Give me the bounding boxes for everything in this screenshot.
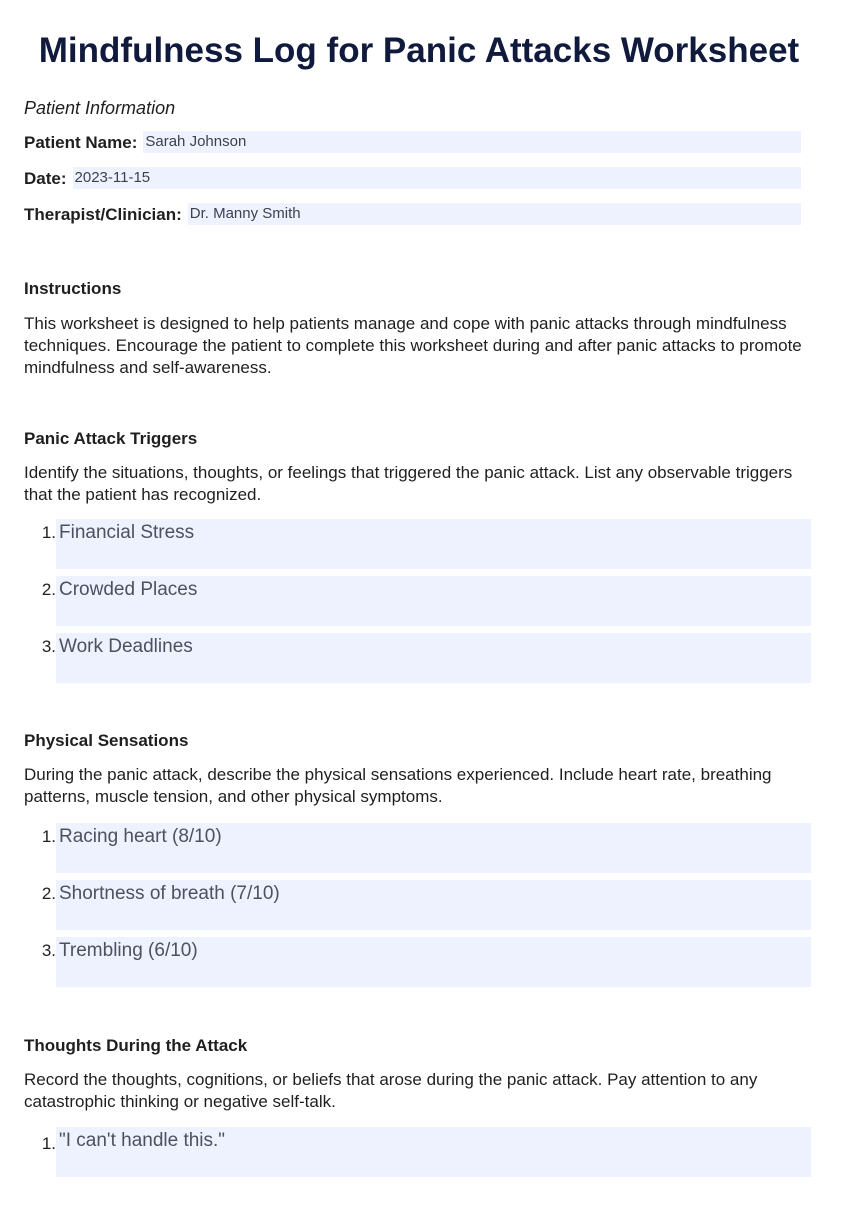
sensations-section xyxy=(24,730,814,987)
list-item xyxy=(24,519,814,569)
list-item xyxy=(24,1127,814,1177)
sensations-text: During the panic attack, describe the physical sensations experienced. Include heart rate, breathing patterns, muscle tension, and other physical symptoms. xyxy=(24,765,772,806)
triggers-text: Identify the situations, thoughts, or feelings that triggered the panic attack. List any observable triggers that the patient has recognized. xyxy=(24,463,793,504)
thoughts-list xyxy=(24,1127,814,1177)
list-item-number: 2. xyxy=(41,580,56,599)
page-title: Mindfulness Log for Panic Attacks Worksheet xyxy=(38,31,800,70)
instructions-heading: Instructions xyxy=(24,279,122,298)
list-item-number: 1. xyxy=(41,1134,56,1153)
trigger-field-3[interactable]: Work Deadlines xyxy=(56,633,811,683)
instructions-text: This worksheet is designed to help patients manage and cope with panic attacks through mindfulness techniques. Encourage the patient to complete this worksheet during and after panic attacks to promote mindfulness and self-awareness. xyxy=(24,314,802,377)
list-item-number: 1. xyxy=(41,827,56,846)
sensation-field-2[interactable]: Shortness of breath (7/10) xyxy=(56,880,811,930)
therapist-field[interactable]: Dr. Manny Smith xyxy=(188,203,801,225)
triggers-list xyxy=(24,519,814,683)
instructions-section xyxy=(24,278,814,379)
list-item xyxy=(24,937,814,987)
therapist-label: Therapist/Clinician: xyxy=(24,205,182,224)
trigger-field-1[interactable]: Financial Stress xyxy=(56,519,811,569)
thoughts-heading: Thoughts During the Attack xyxy=(24,1036,248,1055)
thoughts-text: Record the thoughts, cognitions, or beliefs that arose during the panic attack. Pay attention to any catastrophic thinking or negative self-talk. xyxy=(24,1070,758,1111)
list-item xyxy=(24,633,814,683)
trigger-field-2[interactable]: Crowded Places xyxy=(56,576,811,626)
list-item xyxy=(24,823,814,873)
list-item-number: 3. xyxy=(41,637,56,656)
sensation-field-3[interactable]: Trembling (6/10) xyxy=(56,937,811,987)
thoughts-section xyxy=(24,1035,814,1177)
list-item xyxy=(24,576,814,626)
patient-name-field[interactable]: Sarah Johnson xyxy=(143,131,801,153)
list-item-number: 2. xyxy=(41,884,56,903)
patient-name-label: Patient Name: xyxy=(24,133,138,152)
list-item xyxy=(24,880,814,930)
sensations-list xyxy=(24,823,814,987)
patient-name-row xyxy=(24,131,814,155)
date-row xyxy=(24,167,814,191)
sensation-field-1[interactable]: Racing heart (8/10) xyxy=(56,823,811,873)
therapist-row xyxy=(24,203,814,227)
list-item-number: 1. xyxy=(41,523,56,542)
list-item-number: 3. xyxy=(41,941,56,960)
worksheet-page xyxy=(24,0,814,1184)
date-field[interactable]: 2023-11-15 xyxy=(73,167,801,189)
sensations-heading: Physical Sensations xyxy=(24,731,189,750)
triggers-heading: Panic Attack Triggers xyxy=(24,429,198,448)
thought-field-1[interactable]: "I can't handle this." xyxy=(56,1127,811,1177)
patient-info-heading: Patient Information xyxy=(24,98,176,118)
date-label: Date: xyxy=(24,169,67,188)
triggers-section xyxy=(24,428,814,683)
